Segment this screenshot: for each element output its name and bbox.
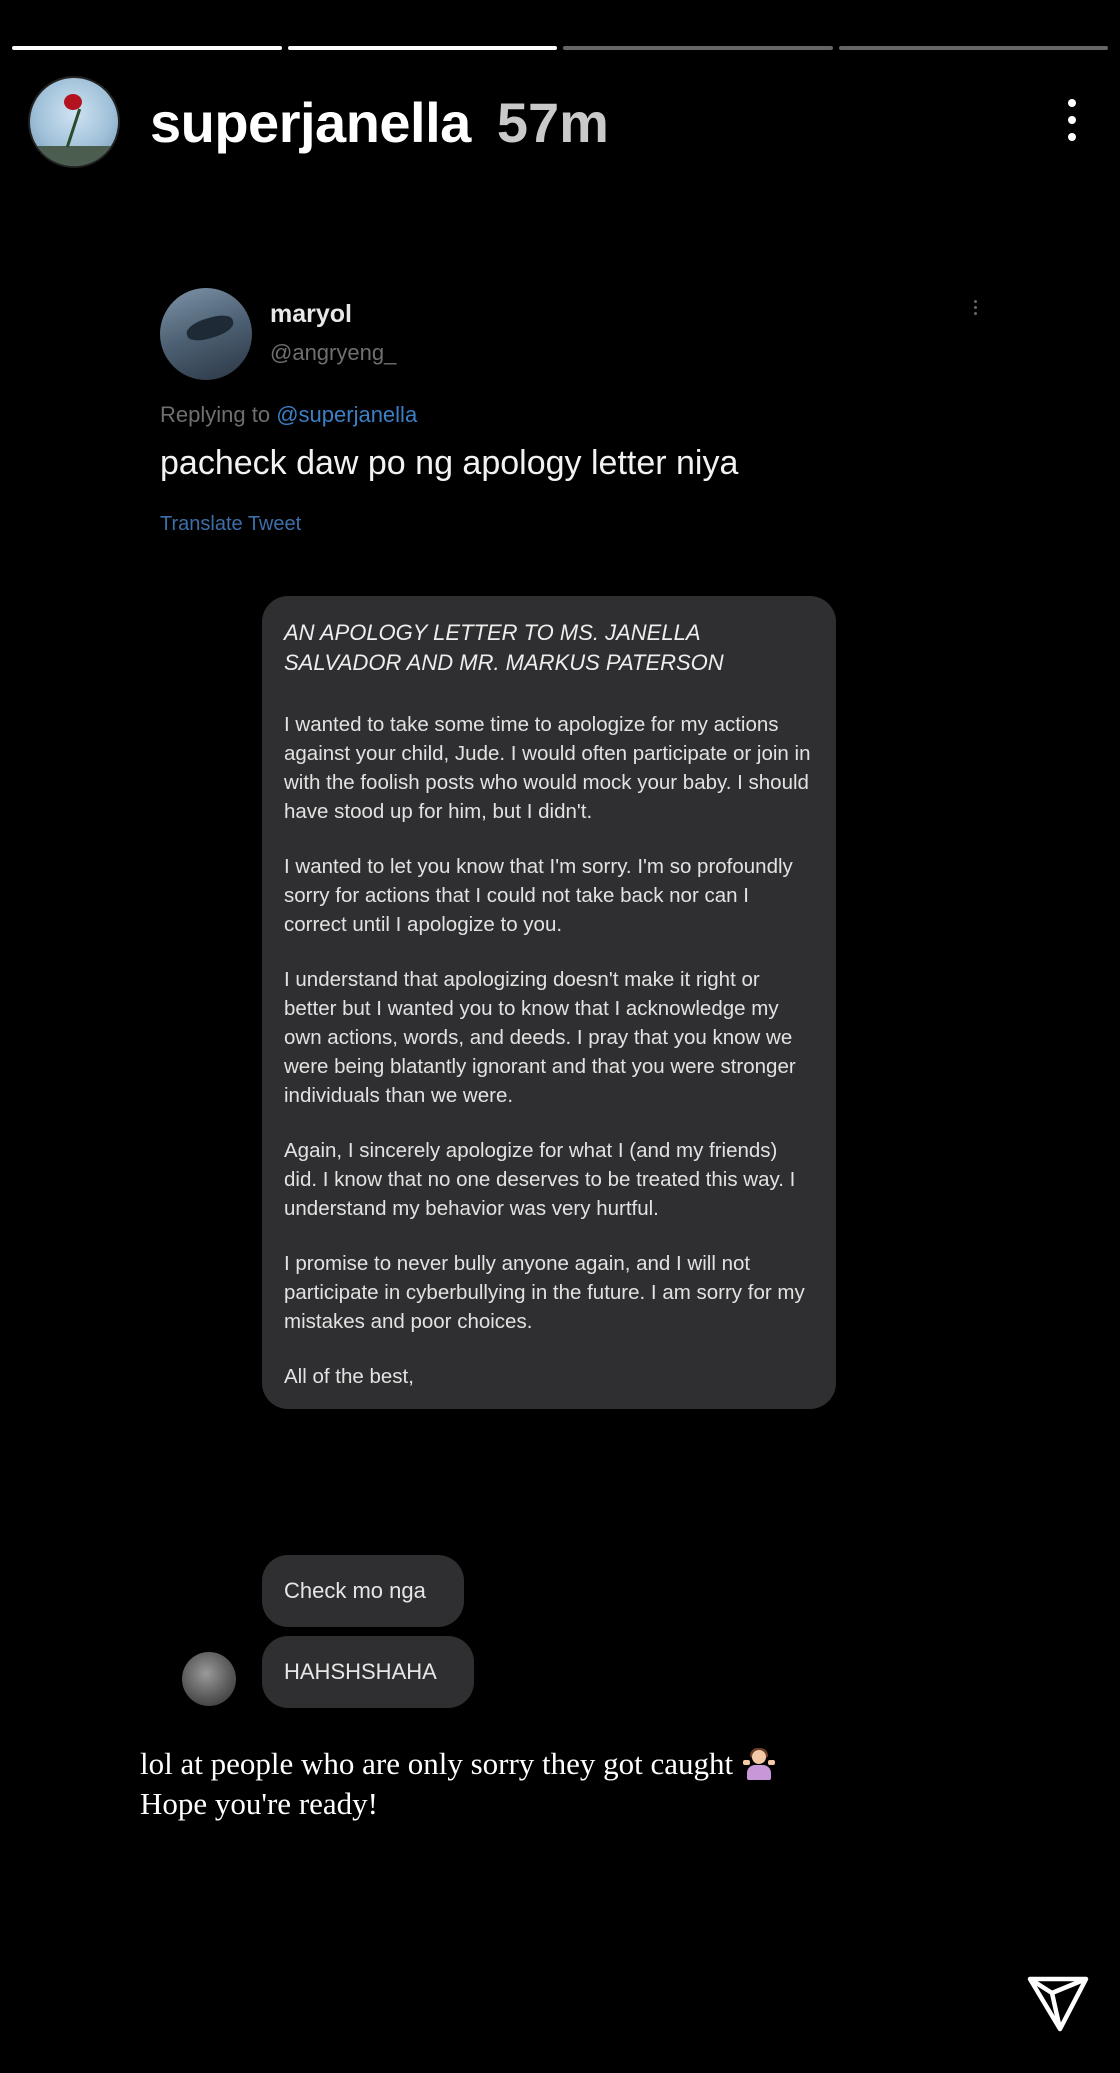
vertical-dots-icon	[970, 300, 980, 315]
progress-segment	[839, 46, 1109, 50]
progress-fill	[12, 46, 282, 50]
replying-prefix: Replying to	[160, 402, 271, 427]
paper-plane-icon[interactable]	[1026, 1971, 1090, 2035]
message-bubble: Check mo nga	[262, 1555, 464, 1627]
letter-paragraph: I wanted to take some time to apologize for my actions against your child, Jude. I would often participate or join in with the foolish posts who would mock your baby. I should have stood up for him, but I didn't.	[284, 713, 811, 823]
letter-paragraph: Again, I sincerely apologize for what I (and my friends) did. I know that no one deserves to be treated this way. I understand my behavior was very hurtful.	[284, 1139, 796, 1220]
progress-fill	[288, 46, 558, 50]
dot	[1068, 99, 1076, 107]
tweet-screenshot	[150, 282, 980, 536]
apology-letter-bubble	[262, 596, 836, 1409]
dot	[1068, 133, 1076, 141]
paper-plane-svg	[1026, 1971, 1090, 2035]
replying-to	[160, 402, 980, 428]
tweet-text: pacheck daw po ng apology letter niya	[160, 444, 739, 482]
progress-segment	[12, 46, 282, 50]
time-ago: 57m	[496, 90, 609, 154]
sender-avatar	[182, 1652, 236, 1706]
tweet-header	[150, 282, 980, 390]
replying-mention: @superjanella	[276, 402, 418, 427]
tweet-author-handle: @angryeng_	[270, 340, 397, 365]
story-progress-bar	[12, 46, 1108, 50]
rose-stem	[66, 109, 81, 148]
letter-paragraph: I wanted to let you know that I'm sorry. I'm so profoundly sorry for actions that I could not take back nor can I correct until I apologize to you.	[284, 855, 793, 936]
caption-text: lol at people who are only sorry they got caught	[140, 1746, 734, 1781]
story-caption	[140, 1744, 775, 1824]
person-shrugging-icon	[743, 1748, 775, 1780]
avatar-ground	[30, 146, 118, 166]
profile-avatar[interactable]	[28, 76, 120, 168]
letter-paragraph: I promise to never bully anyone again, and I will not participate in cyberbullying in the future. I am sorry for my mistakes and poor choices.	[284, 1252, 805, 1333]
letter-paragraph: I understand that apologizing doesn't make it right or better but I wanted you to know that I acknowledge my own actions, words, and deeds. I pray that you know we were being blatantly ignorant and that you were stronger individuals than we were.	[284, 968, 796, 1107]
letter-title: AN APOLOGY LETTER TO MS. JANELLA SALVADOR AND MR. MARKUS PATERSON	[284, 620, 724, 675]
caption-line: Hope you're ready!	[140, 1786, 378, 1821]
dot	[974, 312, 977, 315]
vertical-dots-icon[interactable]	[1052, 90, 1092, 150]
message-bubble: HAHSHSHAHA	[262, 1636, 474, 1708]
dot	[974, 300, 977, 303]
dot	[974, 306, 977, 309]
progress-segment	[288, 46, 558, 50]
rose-icon	[64, 94, 82, 110]
tweet-avatar	[160, 288, 252, 380]
story-header	[28, 84, 1092, 160]
username[interactable]: superjanella	[150, 90, 471, 154]
caption-line	[140, 1744, 775, 1784]
letter-sign-off: All of the best,	[284, 1365, 414, 1388]
progress-segment	[563, 46, 833, 50]
translate-tweet-link: Translate Tweet	[160, 513, 302, 535]
tweet-author-name: maryol	[270, 300, 352, 328]
dot	[1068, 116, 1076, 124]
